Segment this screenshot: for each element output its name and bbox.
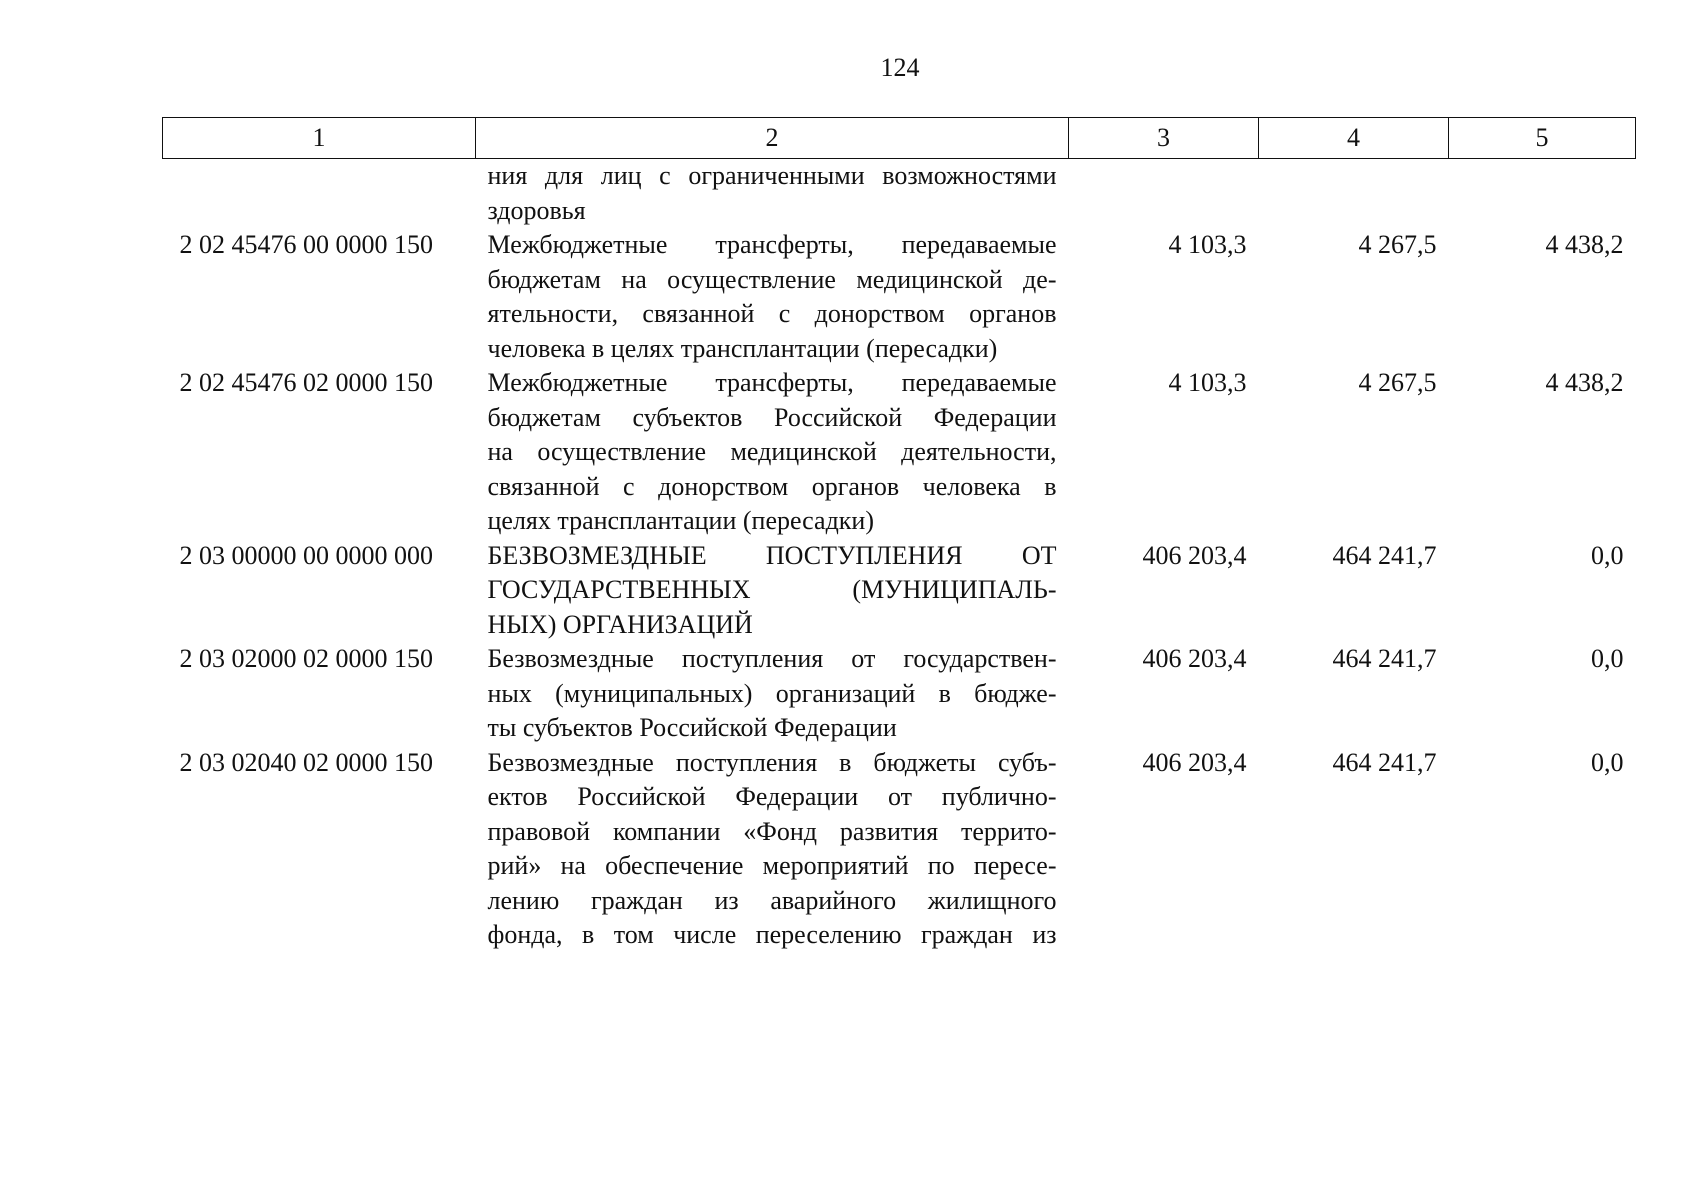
desc-line: бюджетам субъектов Российской Федерации	[487, 402, 1057, 432]
desc-line: целях трансплантации (пересадки)	[487, 506, 874, 535]
row-code: 2 03 02000 02 0000 150	[179, 644, 433, 673]
row-value-col4: 464 241,7	[1332, 747, 1437, 777]
desc-line: бюджетам на осуществление медицинской де-	[487, 264, 1057, 294]
desc-line: БЕЗВОЗМЕЗДНЫЕ ПОСТУПЛЕНИЯ ОТ	[487, 540, 1057, 570]
desc-line: связанной с донорством органов человека в	[487, 471, 1057, 501]
row-description	[476, 746, 1069, 953]
row-value-col3	[1069, 159, 1259, 229]
row-value-col3: 4 103,3	[1168, 368, 1247, 397]
row-value-col4: 4 267,5	[1358, 230, 1437, 259]
table-row	[163, 746, 1636, 953]
row-description	[476, 539, 1069, 643]
row-value-col5	[1449, 159, 1636, 229]
row-code: 2 03 00000 00 0000 000	[179, 540, 433, 570]
row-value-col4: 464 241,7	[1332, 644, 1437, 673]
desc-line: ния для лиц с ограниченными возможностями	[487, 161, 1057, 190]
table-row-continuation	[163, 159, 1636, 229]
row-description	[476, 228, 1069, 366]
desc-line: ных (муниципальных) организаций в бюдже-	[487, 678, 1057, 708]
desc-line: правовой компании «Фонд развития террито-	[487, 816, 1057, 846]
row-value-col5: 4 438,2	[1545, 230, 1624, 259]
desc-line: ектов Российской Федерации от публично-	[487, 782, 1057, 811]
desc-line: на осуществление медицинской деятельности,	[487, 437, 1057, 466]
header-col-3: 3	[1069, 118, 1259, 159]
desc-line: Межбюджетные трансферты, передаваемые	[487, 230, 1057, 259]
desc-line: ГОСУДАРСТВЕННЫХ (МУНИЦИПАЛЬ-	[487, 575, 1057, 604]
desc-line: рий» на обеспечение мероприятий по пересе-	[487, 851, 1057, 880]
desc-line: фонда, в том числе переселению граждан из	[487, 920, 1057, 949]
row-value-col5: 0,0	[1591, 540, 1624, 570]
row-code: 2 02 45476 00 0000 150	[179, 230, 433, 259]
table-row	[163, 228, 1636, 366]
row-value-col5: 0,0	[1591, 747, 1624, 777]
desc-line: человека в целях трансплантации (пересадки)	[487, 333, 998, 363]
header-col-2: 2	[476, 118, 1069, 159]
table-row	[163, 366, 1636, 539]
row-code: 2 03 02040 02 0000 150	[179, 747, 433, 777]
table-header-row	[163, 118, 1636, 159]
header-col-4: 4	[1259, 118, 1449, 159]
row-description	[476, 159, 1069, 229]
desc-line: лению граждан из аварийного жилищного	[487, 885, 1057, 915]
row-code	[163, 159, 476, 229]
desc-line: ятельности, связанной с донорством органов	[487, 299, 1057, 328]
header-col-1: 1	[163, 118, 476, 159]
desc-line: НЫХ) ОРГАНИЗАЦИЙ	[487, 609, 753, 639]
desc-line: Межбюджетные трансферты, передаваемые	[487, 368, 1057, 397]
row-code: 2 02 45476 02 0000 150	[179, 368, 433, 397]
row-description	[476, 642, 1069, 746]
table-row	[163, 642, 1636, 746]
desc-line: здоровья	[487, 195, 586, 225]
row-description	[476, 366, 1069, 539]
row-value-col4: 4 267,5	[1358, 368, 1437, 397]
row-value-col4: 464 241,7	[1332, 540, 1437, 570]
row-value-col3: 406 203,4	[1142, 747, 1247, 777]
row-value-col5: 4 438,2	[1545, 368, 1624, 397]
desc-line: Безвозмездные поступления в бюджеты субъ-	[487, 747, 1057, 777]
budget-table	[162, 117, 1636, 953]
header-col-5: 5	[1449, 118, 1636, 159]
row-value-col3: 406 203,4	[1142, 540, 1247, 570]
page-number: 124	[880, 53, 920, 82]
row-value-col3: 406 203,4	[1142, 644, 1247, 673]
table-row	[163, 539, 1636, 643]
desc-line: Безвозмездные поступления от государствен-	[487, 644, 1057, 673]
row-value-col3: 4 103,3	[1168, 230, 1247, 259]
row-value-col4	[1259, 159, 1449, 229]
row-value-col5: 0,0	[1591, 644, 1624, 673]
desc-line: ты субъектов Российской Федерации	[487, 713, 897, 742]
